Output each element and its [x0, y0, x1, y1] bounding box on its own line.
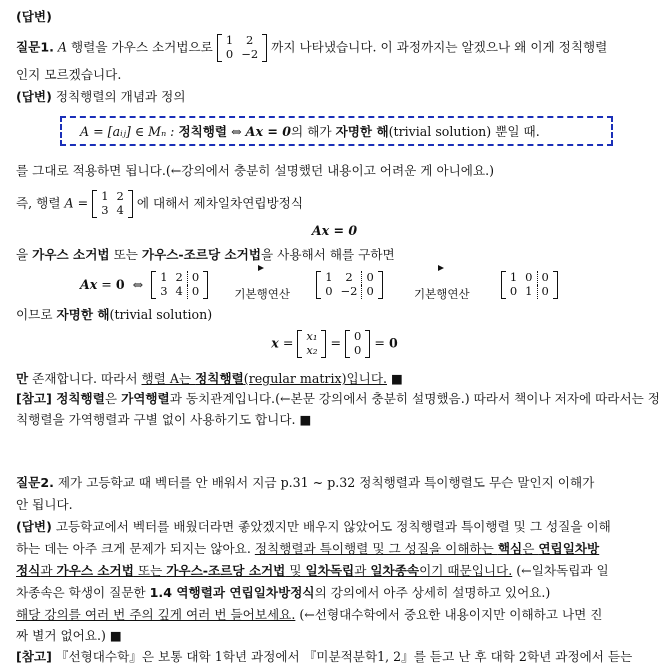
question-1: 질문1. A 행렬을 가우스 소거법으로 1 2 0 −2 까지 나타냈습니다. 이 과정까지는 알겠으나 왜 이게 정칙행렬 — [16, 33, 608, 61]
matrix-a-symbol: A — [57, 39, 68, 55]
answer-2-line-1: (답변) 고등학교에서 벡터를 배웠더라면 좋았겠지만 배우지 않았어도 정칙행렬과 특이행렬 및 그 성질을 이해 — [16, 519, 611, 534]
question-2: 질문2. 제가 고등학교 때 벡터를 안 배워서 지금 p.31 ~ p.32 정칙행렬과 특이행렬도 무슨 말인지 이해가 — [16, 475, 595, 490]
reduced-matrix-2: 1 0 0 0 1 0 — [501, 271, 558, 299]
answer-2-line-2: 하는 데는 아주 크게 문제가 되지는 않아요. 정칙행렬과 특이행렬 및 그 성질을 이해하는 핵심은 연립일차방 — [16, 541, 600, 556]
reduced-matrix-1: 1 2 0 0 −2 0 — [316, 271, 383, 299]
row-op-arrow-1: 기본행연산 — [234, 287, 290, 301]
question-1-label: 질문1. — [16, 39, 54, 55]
note-1-cont: 칙행렬을 가역행렬과 구별 없이 사용하기도 합니다. ■ — [16, 412, 312, 427]
answer-2-line-6: 짜 별거 없어요.) ■ — [16, 628, 122, 643]
augmented-matrix: 1 2 0 3 4 0 — [151, 271, 208, 299]
example-line: 즉, 행렬 A = 1 2 3 4 에 대해서 제차일차연립방정식 — [16, 189, 304, 217]
trivial-line: 이므로 자명한 해(trivial solution) — [16, 307, 213, 322]
answer-heading: (답변) — [16, 9, 52, 24]
note-1: [참고] 정칙행렬은 가역행렬과 동치관계입니다.(←본문 강의에서 충분히 설명했음.) 따라서 책이나 저자에 따라서는 정 — [16, 391, 660, 406]
answer-2-line-3: 정식과 가우스 소거법 또는 가우스-조르당 소거법 및 일차독립과 일차종속이기 때문입니다. (←일차독립과 일 — [16, 563, 609, 578]
answer-2-line-5: 해당 강의를 여러 번 주의 깊게 여러 번 들어보세요. (←선형대수학에서 중요한 내용이지만 이해하고 나면 진 — [16, 607, 603, 622]
question-1-cont: 인지 모르겠습니다. — [16, 67, 122, 82]
solution-vector: x = x₁ x₂ = 0 0 = 0 — [271, 329, 398, 357]
note-2: [참고] 『선형대수학』은 보통 대학 1학년 과정에서 『미분적분학1, 2』를 듣고 난 후 대학 2학년 과정에서 듣는 — [16, 649, 633, 664]
answer-1-intro: (답변) 정칙행렬의 개념과 정의 — [16, 89, 186, 104]
row-op-arrow-2: 기본행연산 — [414, 287, 470, 301]
echelon-matrix: 1 2 0 −2 — [217, 34, 267, 62]
row-reduction: Ax = 0 ⇔ 1 2 0 3 4 0 기본행연산 1 2 0 0 −2 0 기본행연산 1 0 0 0 1 0 — [80, 268, 659, 303]
matrix-a: 1 2 3 4 — [92, 190, 133, 218]
question-2-cont: 안 됩니다. — [16, 497, 73, 512]
homogeneous-equation: Ax = 0 — [311, 223, 358, 238]
gauss-line: 을 가우스 소거법 또는 가우스-조르당 소거법을 사용해서 해를 구하면 — [16, 247, 395, 262]
conclusion-line: 만 존재합니다. 따라서 행렬 A는 정칙행렬(regular matrix)입니다. ■ — [16, 371, 403, 386]
apply-line: 를 그대로 적용하면 됩니다.(←강의에서 충분히 설명했던 내용이고 어려운 게 아니에요.) — [16, 163, 495, 178]
answer-2-line-4: 차종속은 학생이 질문한 1.4 역행렬과 연립일차방정식의 강의에서 아주 상세히 설명하고 있어요.) — [16, 585, 551, 600]
definition-text: A = [aᵢⱼ] ∈ Mₙ : 정칙행렬 ⇔ Ax = 0의 해가 자명한 해(trivial solution) 뿐일 때. — [80, 124, 540, 139]
